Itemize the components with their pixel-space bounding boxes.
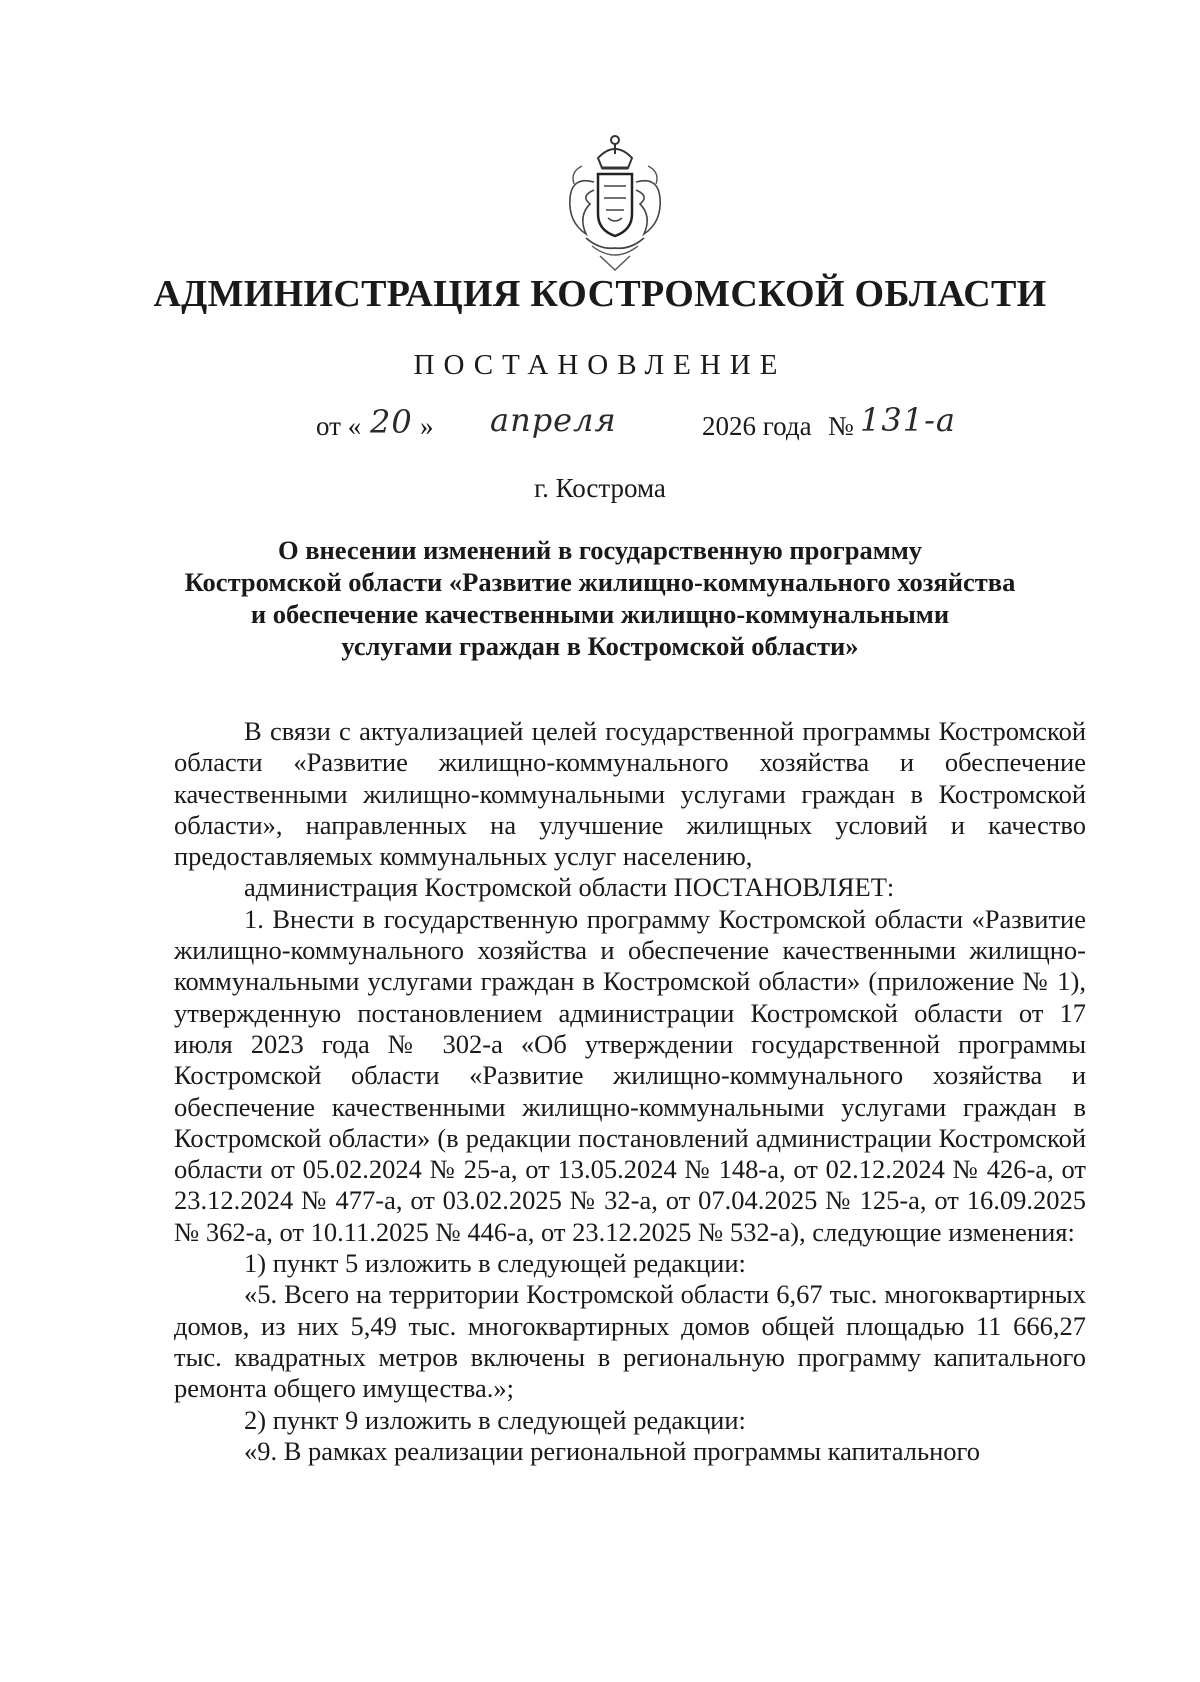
year-text: 2026 года — [702, 411, 812, 441]
subject-line: Костромской области «Развитие жилищно-коммунального хозяйства — [184, 567, 1016, 597]
date-close: » — [420, 411, 434, 441]
city-name: г. Кострома — [534, 473, 666, 503]
number-sign: № — [828, 411, 854, 441]
subject-line: услугами граждан в Костромской области» — [341, 631, 859, 661]
organization-title: АДМИНИСТРАЦИЯ КОСТРОМСКОЙ ОБЛАСТИ — [153, 273, 1047, 315]
body-paragraph: 2) пункт 9 изложить в следующей редакции: — [244, 1404, 746, 1435]
body-paragraph: 1. Внести в государственную программу Костромской области «Развитие жилищно-коммунального хозяйства и обеспечение качественными жилищно-коммунальными услугами граждан в Костромской области» (приложение № 1), утвержденную постановлением администрации Костромской области от 17 июля 2023 года № 302-а «Об утверждении государственной программы Костромской области «Развитие жилищно-коммунального хозяйства и обеспечение качественными жилищно-коммунальными услугами граждан в Костромской области» (в редакции постановлений администрации Костромской области от 05.02.2024 № 25-а, от 13.05.2024 № 148-а, от 02.12.2024 № 426-а, от 23.12.2024 № 477-а, от 03.02.2025 № 32-а, от 07.04.2025 № 125-а, от 16.09.2025 № 362-а, от 10.11.2025 № 446-а, от 23.12.2025 № 532-а), следующие изменения: — [174, 903, 1086, 1247]
body-paragraph: администрация Костромской области ПОСТАНОВЛЯЕТ: — [244, 872, 895, 903]
subject-line: О внесении изменений в государственную программу — [277, 535, 923, 565]
body-paragraph: В связи с актуализацией целей государственной программы Костромской области «Развитие жилищно-коммунального хозяйства и обеспечение качественными жилищно-коммунальными услугами граждан в Костромской области», направленных на улучшение жилищных условий и качество предоставляемых коммунальных услуг населению, — [174, 716, 1086, 872]
date-line — [0, 401, 1200, 448]
date-prefix: от « — [316, 411, 362, 441]
body-paragraph: «9. В рамках реализации региональной программы капитального — [244, 1435, 980, 1466]
subject-line: и обеспечение качественными жилищно-коммунальными — [250, 599, 950, 629]
handwritten-month: апреля — [490, 401, 617, 439]
document-subject — [160, 534, 1040, 662]
handwritten-number: 131-а — [860, 401, 956, 439]
document-type: ПОСТАНОВЛЕНИЕ — [413, 349, 787, 381]
body-paragraph: «5. Всего на территории Костромской области 6,67 тыс. многоквартирных домов, из них 5,49 тыс. многоквартирных домов общей площадью 11 666,27 тыс. квадратных метров включены в региональную программу капитального ремонта общего имущества.»; — [174, 1279, 1086, 1404]
document-body — [174, 716, 1086, 1467]
body-paragraph: 1) пункт 5 изложить в следующей редакции: — [244, 1248, 746, 1279]
coat-of-arms-emblem — [540, 126, 690, 276]
handwritten-day: 20 — [370, 403, 413, 441]
